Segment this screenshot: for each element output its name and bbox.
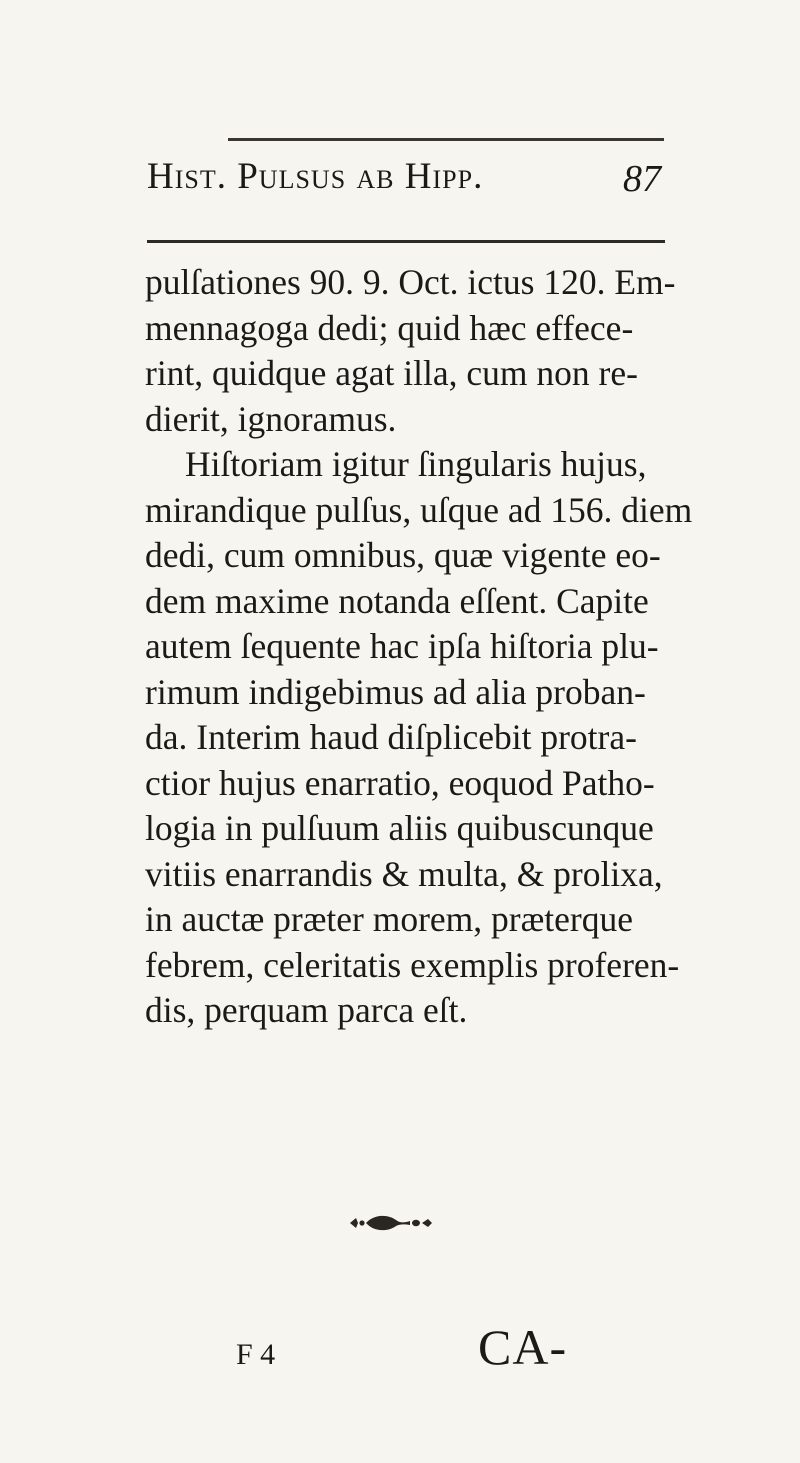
text-line: rint, quidque agat illa, cum non re- (145, 353, 638, 393)
page-header (147, 155, 665, 211)
body-text (145, 260, 693, 1034)
text-line: Hiſtoriam igitur ſingularis hujus, (185, 444, 647, 484)
running-head: Hist. Pulsus ab Hipp. (147, 156, 484, 197)
text-line: autem ſequente hac ipſa hiſtoria plu- (145, 626, 659, 666)
signature-mark: F 4 (236, 1338, 276, 1371)
text-line: logia in pulſuum aliis quibuscunque (145, 808, 654, 848)
text-line: dedi, cum omnibus, quæ vigente eo- (145, 535, 661, 575)
text-line: dis, perquam parca eſt. (145, 990, 468, 1030)
text-line: dem maxime notanda eſſent. Capite (145, 580, 649, 621)
text-line: dierit, ignoramus. (145, 398, 397, 439)
page-number: 87 (623, 158, 661, 200)
text-line: in auctæ præter morem, præterque (145, 899, 633, 939)
text-line: da. Interim haud diſplicebit protra- (145, 717, 637, 757)
printers-ornament-icon (348, 1212, 434, 1234)
text-line: mirandique pulſus, uſque ad 156. diem (145, 489, 693, 530)
text-line: pulſationes 90. 9. Oct. ictus 120. Em- (145, 262, 676, 302)
text-line: rimum indigebimus ad alia proban- (145, 671, 646, 712)
text-line: ctior hujus enarratio, eoquod Patho- (145, 762, 655, 803)
catchword: CA- (478, 1319, 568, 1375)
text-line: febrem, celeritatis exemplis proferen- (145, 944, 680, 985)
top-rule (228, 138, 664, 141)
header-rule (147, 240, 665, 243)
text-line: mennagoga dedi; quid hæc effece- (145, 307, 634, 348)
text-line: vitiis enarrandis & multa, & prolixa, (145, 853, 663, 894)
